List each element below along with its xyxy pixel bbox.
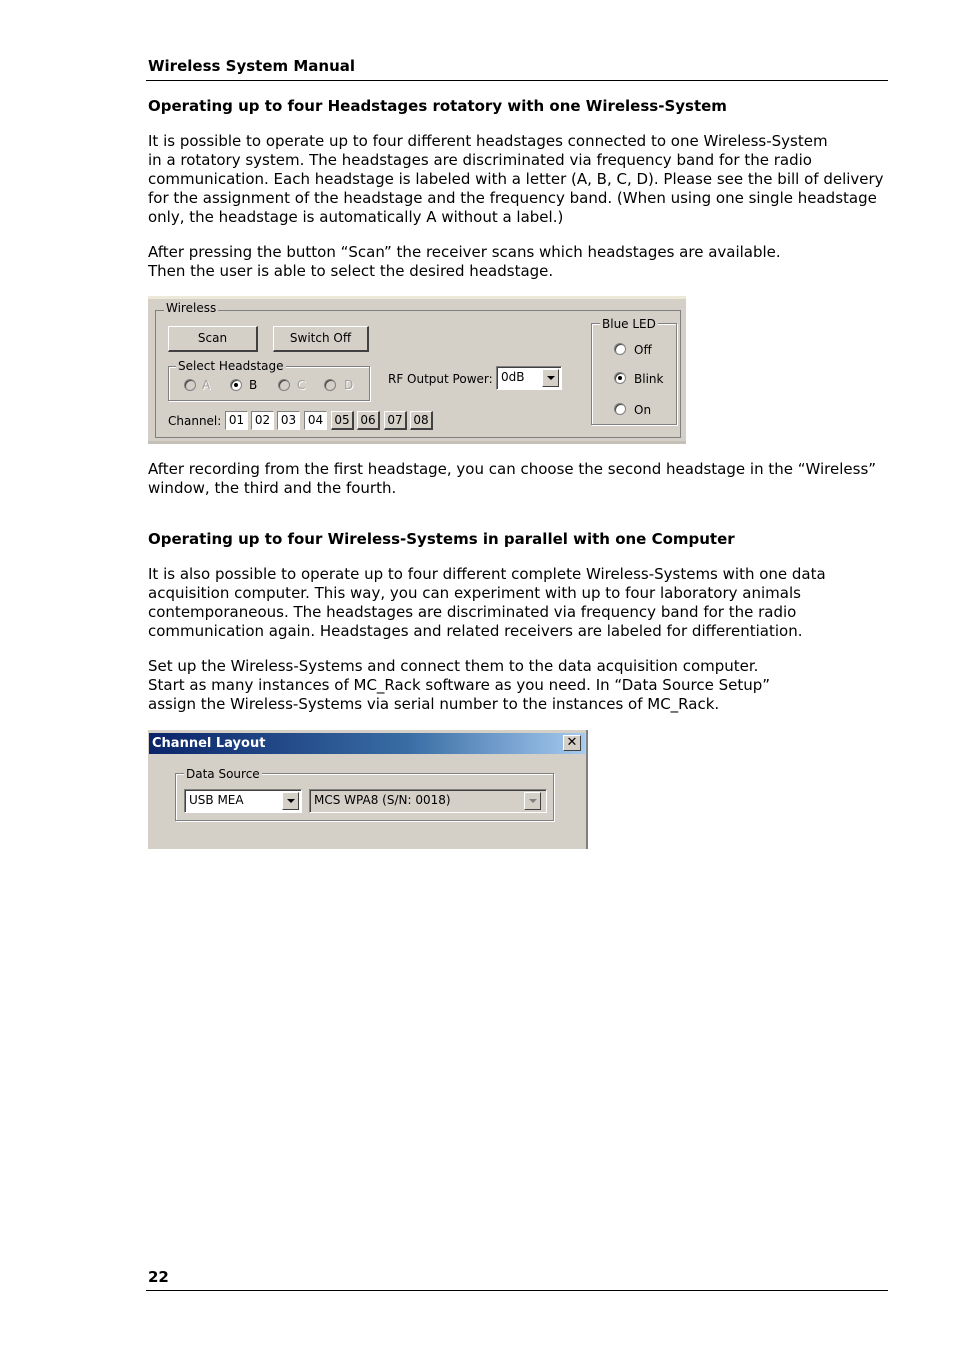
led-off-radio[interactable] <box>614 343 626 355</box>
text-line: After recording from the first headstage, you can choose the second headstage in the “Wireless” <box>148 460 877 478</box>
channel-03[interactable]: 03 <box>277 411 300 430</box>
headstage-b-label: B <box>249 378 258 392</box>
channel-layout-dialog-screenshot <box>148 730 588 849</box>
paragraph-parallel-intro <box>148 565 883 641</box>
source-value: USB MEA <box>189 793 244 807</box>
dialog-title: Channel Layout <box>152 736 266 751</box>
led-on-radio[interactable] <box>614 403 626 415</box>
headstage-a-radio[interactable] <box>184 379 196 391</box>
title-bar <box>149 733 585 754</box>
rf-output-power-label: RF Output Power: <box>388 372 493 386</box>
paragraph-headstages-intro <box>148 132 883 227</box>
text-line: It is possible to operate up to four different headstages connected to one Wireless-System <box>148 132 828 150</box>
close-icon[interactable]: ✕ <box>563 735 581 751</box>
rf-output-power-value: 0dB <box>501 370 525 384</box>
channel-04[interactable]: 04 <box>304 411 327 430</box>
text-line: contemporaneous. The headstages are discriminated via frequency band for the radio <box>148 603 797 621</box>
dropdown-arrow-icon[interactable] <box>282 792 299 810</box>
device-value: MCS WPA8 (S/N: 0018) <box>314 793 451 807</box>
text-line: After pressing the button “Scan” the receiver scans which headstages are available. <box>148 243 781 261</box>
headstage-c-label: C <box>297 378 306 392</box>
text-line: Start as many instances of MC_Rack software as you need. In “Data Source Setup” <box>148 676 771 694</box>
text-line: only, the headstage is automatically A without a label.) <box>148 208 564 226</box>
channel-06[interactable]: 06 <box>357 411 380 430</box>
switch-off-button[interactable]: Switch Off <box>273 326 369 352</box>
section-heading-headstages: Operating up to four Headstages rotatory with one Wireless-System <box>148 97 727 115</box>
paragraph-setup <box>148 657 883 714</box>
text-line: communication again. Headstages and related receivers are labeled for differentiation. <box>148 622 803 640</box>
header-rule <box>146 80 888 81</box>
channel-01[interactable]: 01 <box>225 411 248 430</box>
page-number: 22 <box>148 1268 169 1286</box>
section-heading-parallel: Operating up to four Wireless-Systems in parallel with one Computer <box>148 530 735 548</box>
text-line: assign the Wireless-Systems via serial number to the instances of MC_Rack. <box>148 695 720 713</box>
dropdown-arrow-icon[interactable] <box>542 369 559 387</box>
channel-07[interactable]: 07 <box>384 411 407 430</box>
text-line: in a rotatory system. The headstages are discriminated via frequency band for the radio <box>148 151 812 169</box>
led-blink-label: Blink <box>634 372 664 386</box>
text-line: window, the third and the fourth. <box>148 479 397 497</box>
channel-02[interactable]: 02 <box>251 411 274 430</box>
headstage-c-radio[interactable] <box>278 379 290 391</box>
text-line: Set up the Wireless-Systems and connect them to the data acquisition computer. <box>148 657 759 675</box>
device-select[interactable] <box>309 789 547 813</box>
rf-output-power-select[interactable] <box>496 366 562 390</box>
headstage-d-label: D <box>344 378 354 392</box>
blue-led-label: Blue LED <box>602 317 656 331</box>
source-select[interactable] <box>184 789 302 813</box>
headstage-d-radio[interactable] <box>324 379 336 391</box>
paragraph-after-recording <box>148 460 883 498</box>
footer-rule <box>146 1290 888 1291</box>
led-on-label: On <box>634 403 652 417</box>
paragraph-scan <box>148 243 883 281</box>
text-line: communication. Each headstage is labeled with a letter (A, B, C, D). Please see the bill of delivery <box>148 170 884 188</box>
text-line: Then the user is able to select the desired headstage. <box>148 262 554 280</box>
wireless-group-label: Wireless <box>166 301 217 315</box>
radio-selected-dot <box>234 383 238 387</box>
led-off-label: Off <box>634 343 652 357</box>
text-line: acquisition computer. This way, you can experiment with up to four laboratory animals <box>148 584 801 602</box>
data-source-label: Data Source <box>186 767 260 781</box>
select-headstage-label: Select Headstage <box>178 359 284 373</box>
channel-label: Channel: <box>168 414 222 428</box>
dropdown-arrow-icon[interactable] <box>524 792 541 810</box>
radio-selected-dot <box>618 376 622 380</box>
headstage-b-radio[interactable] <box>230 379 242 391</box>
headstage-a-label: A <box>202 378 211 392</box>
text-line: for the assignment of the headstage and the frequency band. (When using one single headstage <box>148 189 877 207</box>
text-line: It is also possible to operate up to four different complete Wireless-Systems with one data <box>148 565 826 583</box>
channel-08[interactable]: 08 <box>410 411 433 430</box>
channel-05[interactable]: 05 <box>331 411 354 430</box>
scan-button[interactable]: Scan <box>168 326 258 352</box>
running-header: Wireless System Manual <box>148 57 356 75</box>
led-blink-radio[interactable] <box>614 372 626 384</box>
wireless-dialog-screenshot <box>148 296 686 444</box>
